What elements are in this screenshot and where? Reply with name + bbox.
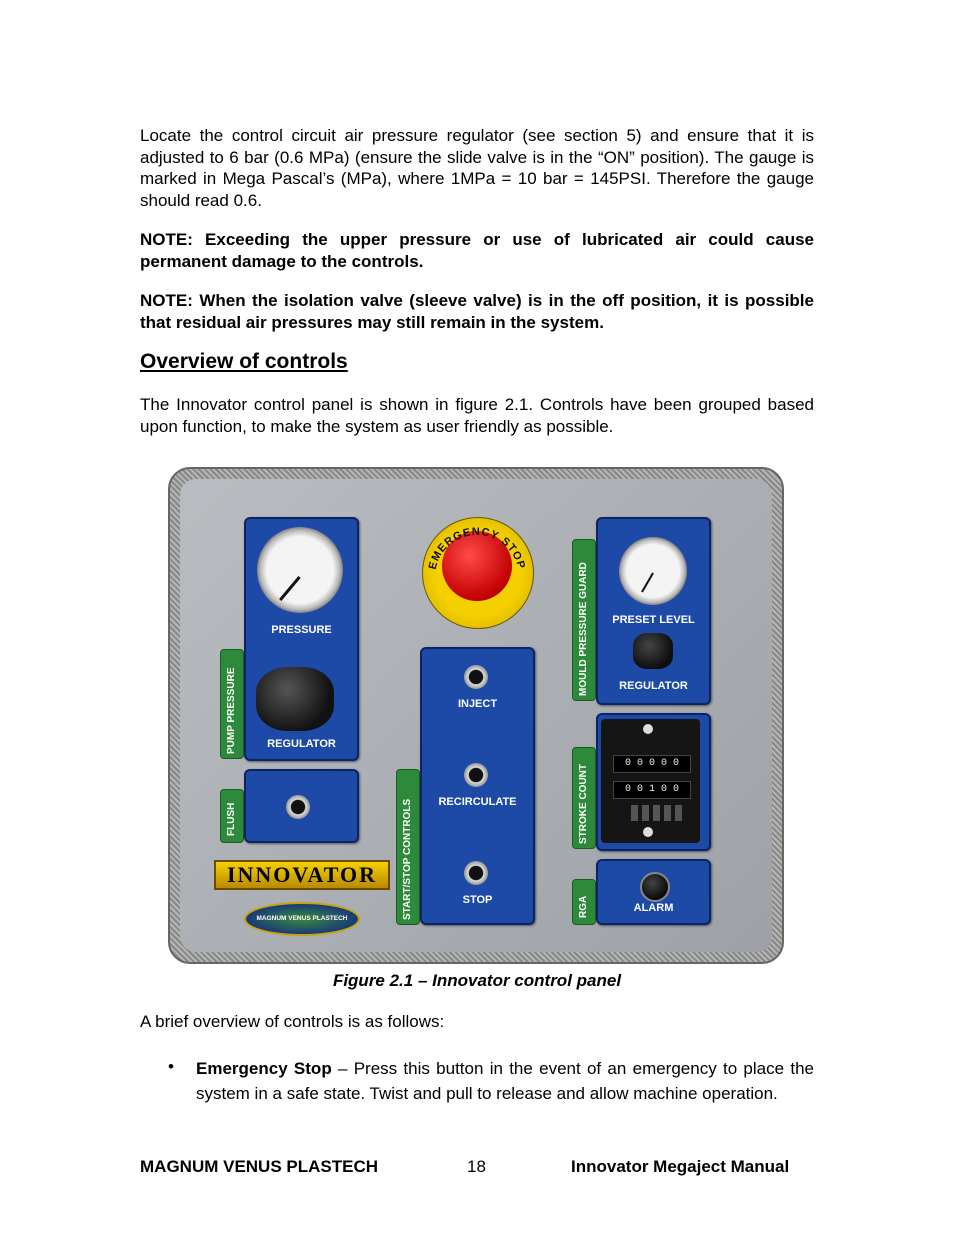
footer-manual-title: Innovator Megaject Manual: [571, 1157, 790, 1176]
counter-preset: 0 0 1 0 0: [613, 781, 691, 799]
pump-regulator-knob[interactable]: [256, 667, 334, 731]
pressure-label: PRESSURE: [271, 624, 332, 636]
stop-button[interactable]: [464, 861, 488, 885]
preset-level-label: PRESET LEVEL: [612, 614, 695, 626]
flush-tab: FLUSH: [220, 789, 244, 843]
figure-caption: Figure 2.1 – Innovator control panel: [332, 971, 622, 990]
overview-paragraph: The Innovator control panel is shown in figure 2.1. Controls have been grouped based upon function, to make the system as user friendly as possible.: [140, 395, 814, 436]
mould-regulator-label: REGULATOR: [619, 680, 688, 692]
inject-label: INJECT: [457, 698, 498, 710]
stroke-counter: [601, 719, 700, 843]
start-stop-tab: START/STOP CONTROLS: [396, 769, 420, 925]
note-isolation-valve: NOTE: When the isolation valve (sleeve valve) is in the off position, it is possible that residual air pressures may still remain in the system.: [140, 291, 814, 332]
section-heading: Overview of controls: [140, 350, 348, 373]
inject-button[interactable]: [464, 665, 488, 689]
alarm-label: ALARM: [633, 902, 674, 914]
rga-tab: RGA: [572, 879, 596, 925]
pump-pressure-tab: PUMP PRESSURE: [220, 649, 244, 759]
control-panel-figure: [168, 467, 784, 964]
flush-button[interactable]: [286, 795, 310, 819]
mould-regulator-knob[interactable]: [633, 633, 673, 669]
counter-total: 0 0 0 0 0: [613, 755, 691, 773]
bullet-icon: •: [168, 1057, 174, 1076]
svg-text:EMERGENCY STOP: EMERGENCY STOP: [426, 525, 528, 571]
alarm-lamp-icon: [640, 872, 670, 902]
preset-gauge-icon: [619, 537, 687, 605]
innovator-logo: INNOVATOR: [214, 860, 390, 890]
stroke-count-tab: STROKE COUNT: [572, 747, 596, 849]
pressure-gauge-icon: [257, 527, 343, 613]
footer-company: MAGNUM VENUS PLASTECH: [140, 1157, 379, 1176]
overview-intro: A brief overview of controls is as follows:: [140, 1012, 445, 1031]
stop-label: STOP: [462, 894, 493, 906]
note-pressure: NOTE: Exceeding the upper pressure or use of lubricated air could cause permanent damage to the controls.: [140, 230, 814, 271]
magnum-venus-logo: MAGNUM VENUS PLASTECH: [244, 902, 360, 936]
mould-pressure-guard-tab: MOULD PRESSURE GUARD: [572, 539, 596, 701]
recirculate-label: RECIRCULATE: [438, 796, 517, 808]
pump-regulator-label: REGULATOR: [267, 738, 336, 750]
recirculate-button[interactable]: [464, 763, 488, 787]
footer-page-number: 18: [467, 1157, 486, 1176]
emergency-stop-text: [422, 517, 532, 627]
counter-set-buttons[interactable]: [631, 805, 683, 821]
bullet-emergency-stop: Emergency Stop – Press this button in the event of an emergency to place the system in a safe state. Twist and pull to release and allow machine operation.: [196, 1059, 814, 1103]
intro-paragraph: Locate the control circuit air pressure regulator (see section 5) and ensure that it is adjusted to 6 bar (0.6 MPa) (ensure the slide valve is in the “ON” position). The gauge is marked in Mega Pascal’s (MPa), where 1MPa = 10 bar = 145PSI. Therefore the gauge should read 0.6.: [140, 126, 814, 210]
